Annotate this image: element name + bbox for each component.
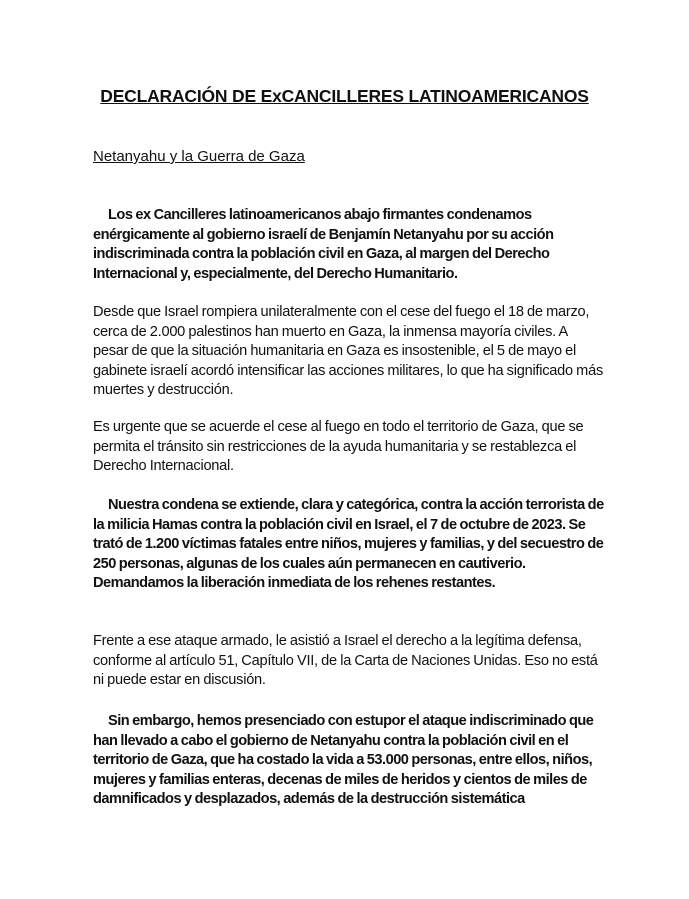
- document-title: DECLARACIÓN DE ExCANCILLERES LATINOAMERICANOS: [100, 86, 589, 106]
- paragraph-condemnation-hamas: Nuestra condena se extiende, clara y categórica, contra la acción terrorista de la milicia Hamas contra la población civil en Israel, el 7 de octubre de 2023. Se trató de 1.200 víctimas fatales entre niños, mujeres y familias, y del secuestro de 250 personas, algunas de los cuales aún permanecen en cautiverio. Demandamos la liberación inmediata de los rehenes restantes.: [93, 497, 604, 591]
- document-subtitle: Netanyahu y la Guerra de Gaza: [93, 148, 305, 165]
- paragraph-ceasefire-broken: Desde que Israel rompiera unilateralmente con el cese del fuego el 18 de marzo, cerca de 2.000 palestinos han muerto en Gaza, la inmensa mayoría civiles. A pesar de que la situación humanitaria en Gaza es insostenible, el 5 de mayo el gabinete israelí acordó intensificar las acciones militares, lo que ha significado más muertes y destrucción.: [93, 304, 604, 398]
- paragraph-self-defense: Frente a ese ataque armado, le asistió a Israel el derecho a la legítima defensa, conforme al artículo 51, Capítulo VII, de la Carta de Naciones Unidas. Eso no está ni puede estar en discusión.: [93, 633, 598, 688]
- paragraph-condemnation-netanyahu: Los ex Cancilleres latinoamericanos abajo firmantes condenamos enérgicamente al gobierno israelí de Benjamín Netanyahu por su acción indiscriminada contra la población civil en Gaza, al margen del Derecho Internacional y, especialmente, del Derecho Humanitario.: [93, 207, 554, 282]
- paragraph-urgent-ceasefire: Es urgente que se acuerde el cese al fuego en todo el territorio de Gaza, que se permita el tránsito sin restricciones de la ayuda humanitaria y se restablezca el Derecho Internacional.: [93, 419, 584, 474]
- paragraph-indiscriminate-attack: Sin embargo, hemos presenciado con estupor el ataque indiscriminado que han llevado a cabo el gobierno de Netanyahu contra la población civil en el territorio de Gaza, que ha costado la vida a 53.000 personas, entre ellos, niños, mujeres y familias enteras, decenas de miles de heridos y cientos de miles de damnificados y desplazados, además de la destrucción sistemática: [93, 713, 594, 807]
